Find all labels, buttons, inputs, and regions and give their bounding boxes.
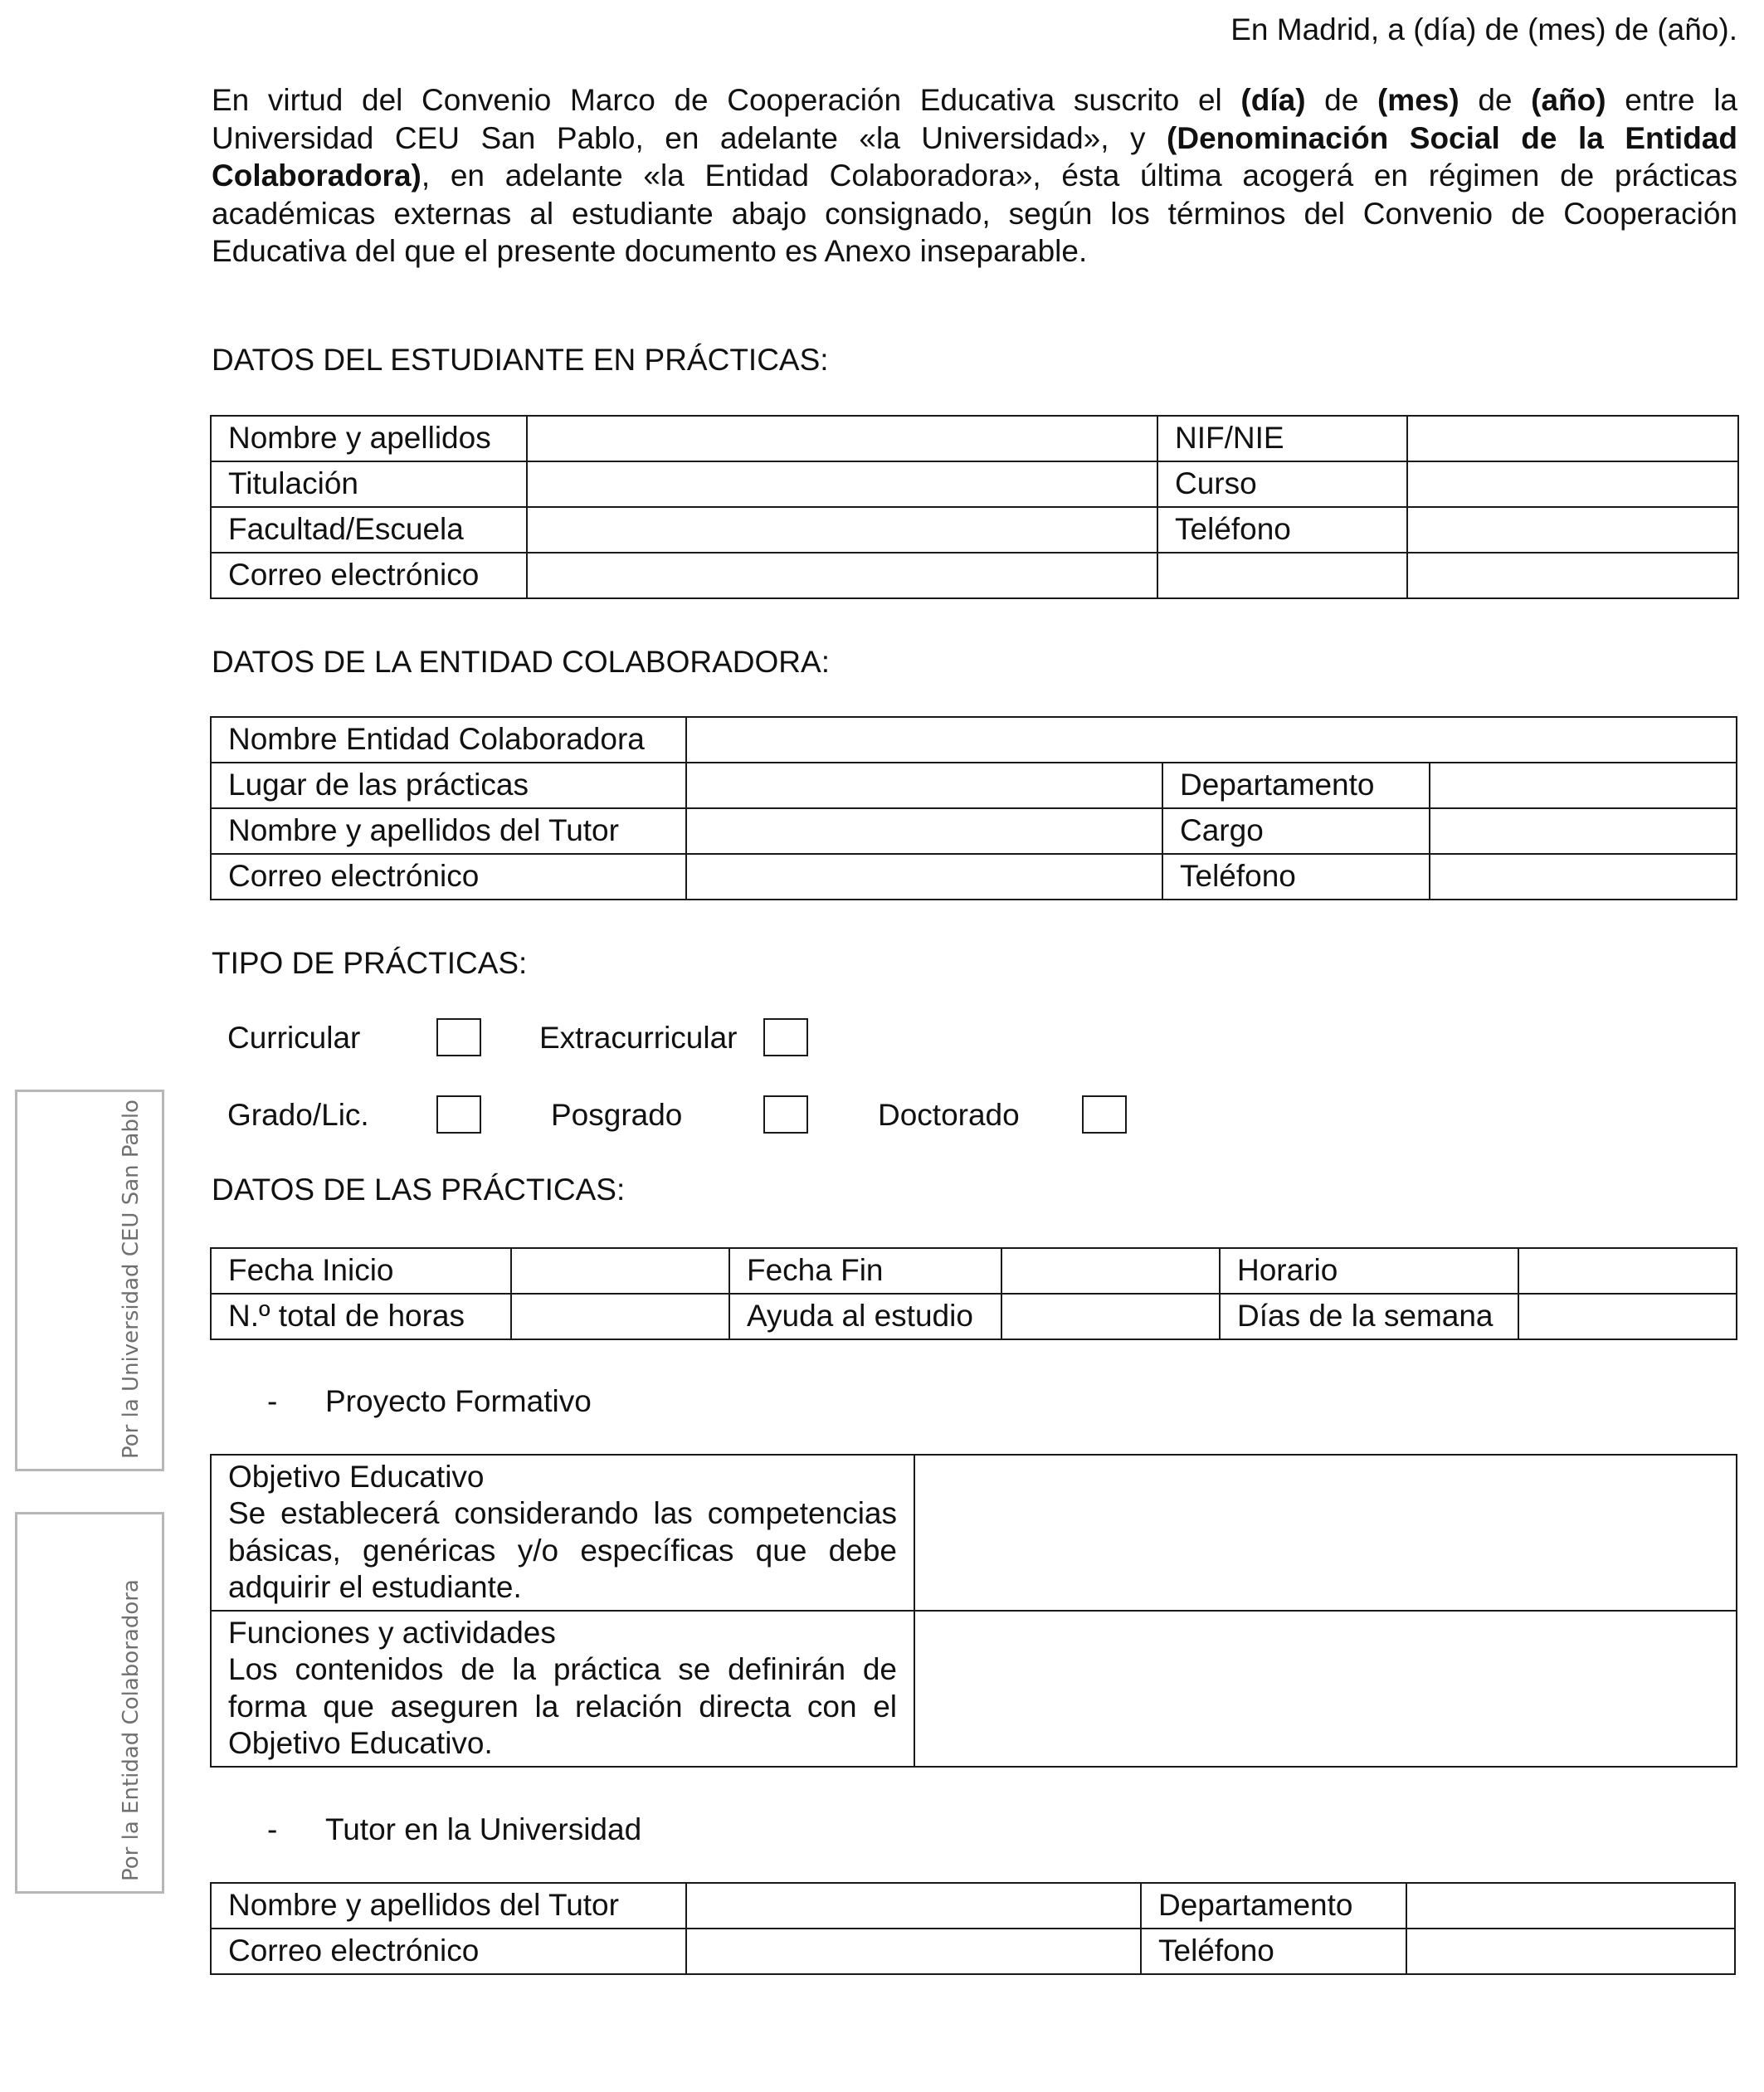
student-section-heading: DATOS DEL ESTUDIANTE EN PRÁCTICAS: bbox=[212, 343, 829, 377]
table-row bbox=[211, 416, 1738, 461]
start-date-field[interactable] bbox=[511, 1248, 729, 1294]
intro-year: (año) bbox=[1531, 83, 1606, 117]
university-tutor-title: Tutor en la Universidad bbox=[325, 1812, 642, 1846]
entity-signature-label: Por la Entidad Colaboradora bbox=[119, 1579, 144, 1881]
study-aid-label: Ayuda al estudio bbox=[729, 1294, 1001, 1339]
practice-data-heading: DATOS DE LAS PRÁCTICAS: bbox=[212, 1173, 626, 1207]
table-row bbox=[211, 717, 1737, 763]
student-degree-label: Titulación bbox=[211, 461, 527, 507]
student-course-label: Curso bbox=[1157, 461, 1407, 507]
end-date-field[interactable] bbox=[1001, 1248, 1220, 1294]
student-name-label: Nombre y apellidos bbox=[211, 416, 527, 461]
functions-cell bbox=[211, 1611, 914, 1767]
table-row bbox=[211, 553, 1738, 598]
entity-name-label: Nombre Entidad Colaboradora bbox=[211, 717, 686, 763]
uni-tutor-department-field[interactable] bbox=[1406, 1883, 1735, 1929]
entity-section-heading: DATOS DE LA ENTIDAD COLABORADORA: bbox=[212, 645, 830, 679]
extracurricular-label: Extracurricular bbox=[539, 1021, 738, 1055]
intro-day: (día) bbox=[1240, 83, 1306, 117]
doctorate-label: Doctorado bbox=[878, 1098, 1020, 1132]
doctorate-checkbox[interactable] bbox=[1082, 1095, 1127, 1134]
intro-text-3: de bbox=[1459, 83, 1532, 117]
entity-name-field[interactable] bbox=[686, 717, 1737, 763]
objective-title: Objetivo Educativo bbox=[228, 1460, 485, 1494]
uni-tutor-phone-field[interactable] bbox=[1406, 1929, 1735, 1974]
date-line: En Madrid, a (día) de (mes) de (año). bbox=[1230, 12, 1737, 46]
training-project-bullet: - bbox=[267, 1384, 278, 1418]
table-row bbox=[211, 1883, 1735, 1929]
entity-tutor-label: Nombre y apellidos del Tutor bbox=[211, 808, 686, 854]
total-hours-label: N.º total de horas bbox=[211, 1294, 511, 1339]
start-date-label: Fecha Inicio bbox=[211, 1248, 511, 1294]
entity-place-field[interactable] bbox=[686, 763, 1162, 808]
weekdays-field[interactable] bbox=[1518, 1294, 1737, 1339]
university-tutor-table bbox=[210, 1882, 1736, 1975]
intro-entity-name: (Denominación Social de la Entidad Colaboradora) bbox=[212, 120, 1737, 193]
table-row bbox=[211, 763, 1737, 808]
total-hours-field[interactable] bbox=[511, 1294, 729, 1339]
student-empty-field[interactable] bbox=[1407, 553, 1738, 598]
student-degree-field[interactable] bbox=[527, 461, 1157, 507]
uni-tutor-email-label: Correo electrónico bbox=[211, 1929, 686, 1974]
entity-table bbox=[210, 716, 1737, 900]
student-phone-label: Teléfono bbox=[1157, 507, 1407, 553]
student-course-field[interactable] bbox=[1407, 461, 1738, 507]
table-row bbox=[211, 1455, 1737, 1611]
student-faculty-field[interactable] bbox=[527, 507, 1157, 553]
curricular-label: Curricular bbox=[227, 1021, 361, 1055]
entity-phone-label: Teléfono bbox=[1162, 854, 1430, 900]
weekdays-label: Días de la semana bbox=[1220, 1294, 1518, 1339]
functions-text: Los contenidos de la práctica se definirán de forma que aseguren la relación directa con el Objetivo Educativo. bbox=[228, 1652, 897, 1761]
table-row bbox=[211, 461, 1738, 507]
student-empty-cell bbox=[1157, 553, 1407, 598]
intro-month: (mes) bbox=[1377, 83, 1459, 117]
table-row bbox=[211, 854, 1737, 900]
end-date-label: Fecha Fin bbox=[729, 1248, 1001, 1294]
entity-department-label: Departamento bbox=[1162, 763, 1430, 808]
student-email-field[interactable] bbox=[527, 553, 1157, 598]
schedule-label: Horario bbox=[1220, 1248, 1518, 1294]
uni-tutor-phone-label: Teléfono bbox=[1141, 1929, 1406, 1974]
entity-position-label: Cargo bbox=[1162, 808, 1430, 854]
functions-field[interactable] bbox=[914, 1611, 1737, 1767]
functions-title: Funciones y actividades bbox=[228, 1616, 556, 1650]
study-aid-field[interactable] bbox=[1001, 1294, 1220, 1339]
practice-type-heading: TIPO DE PRÁCTICAS: bbox=[212, 946, 528, 980]
uni-tutor-name-field[interactable] bbox=[686, 1883, 1141, 1929]
intro-text-5: , en adelante «la Entidad Colaboradora», ésta última acogerá en régimen de prácticas académicas externas al estudiante abajo consignado, según los términos del Convenio de Cooperación Educativa del que el presente documento es Anexo inseparable. bbox=[212, 158, 1737, 268]
student-name-field[interactable] bbox=[527, 416, 1157, 461]
objective-field[interactable] bbox=[914, 1455, 1737, 1611]
table-row bbox=[211, 1294, 1737, 1339]
intro-text-1: En virtud del Convenio Marco de Cooperación Educativa suscrito el bbox=[212, 83, 1241, 117]
training-project-title: Proyecto Formativo bbox=[325, 1384, 592, 1418]
table-row bbox=[211, 1611, 1737, 1767]
schedule-field[interactable] bbox=[1518, 1248, 1737, 1294]
student-nif-label: NIF/NIE bbox=[1157, 416, 1407, 461]
entity-phone-field[interactable] bbox=[1430, 854, 1737, 900]
table-row bbox=[211, 808, 1737, 854]
uni-tutor-email-field[interactable] bbox=[686, 1929, 1141, 1974]
university-tutor-bullet: - bbox=[267, 1812, 278, 1846]
postgrad-checkbox[interactable] bbox=[763, 1095, 808, 1134]
objective-cell bbox=[211, 1455, 914, 1611]
degree-label: Grado/Lic. bbox=[227, 1098, 369, 1132]
intro-text-2: de bbox=[1305, 83, 1377, 117]
student-table bbox=[210, 415, 1739, 599]
curricular-checkbox[interactable] bbox=[436, 1018, 481, 1056]
student-faculty-label: Facultad/Escuela bbox=[211, 507, 527, 553]
extracurricular-checkbox[interactable] bbox=[763, 1018, 808, 1056]
uni-tutor-department-label: Departamento bbox=[1141, 1883, 1406, 1929]
entity-position-field[interactable] bbox=[1430, 808, 1737, 854]
entity-email-field[interactable] bbox=[686, 854, 1162, 900]
university-signature-label: Por la Universidad CEU San Pablo bbox=[119, 1100, 144, 1459]
entity-email-label: Correo electrónico bbox=[211, 854, 686, 900]
table-row bbox=[211, 1248, 1737, 1294]
training-project-table bbox=[210, 1454, 1737, 1768]
table-row bbox=[211, 1929, 1735, 1974]
objective-text: Se establecerá considerando las competencias básicas, genéricas y/o específicas que debe adquirir el estudiante. bbox=[228, 1496, 897, 1605]
intro-text-4: entre la Universidad CEU San Pablo, en adelante «la Universidad», y bbox=[212, 83, 1737, 155]
intro-paragraph bbox=[212, 81, 1737, 271]
uni-tutor-name-label: Nombre y apellidos del Tutor bbox=[211, 1883, 686, 1929]
postgrad-label: Posgrado bbox=[551, 1098, 683, 1132]
entity-department-field[interactable] bbox=[1430, 763, 1737, 808]
student-nif-field[interactable] bbox=[1407, 416, 1738, 461]
table-row bbox=[211, 507, 1738, 553]
degree-checkbox[interactable] bbox=[436, 1095, 481, 1134]
student-email-label: Correo electrónico bbox=[211, 553, 527, 598]
student-phone-field[interactable] bbox=[1407, 507, 1738, 553]
entity-tutor-field[interactable] bbox=[686, 808, 1162, 854]
practice-data-table bbox=[210, 1247, 1737, 1340]
entity-place-label: Lugar de las prácticas bbox=[211, 763, 686, 808]
